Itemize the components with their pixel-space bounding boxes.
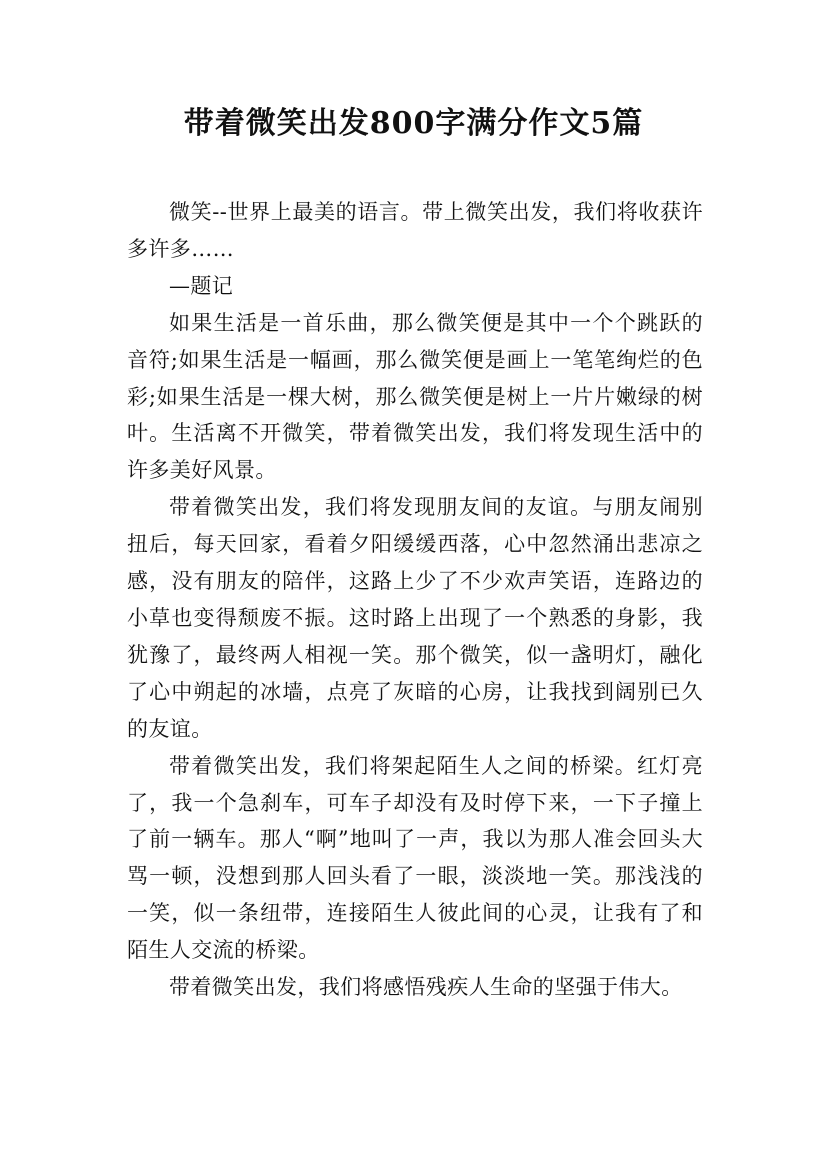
paragraph-intro: 微笑--世界上最美的语言。带上微笑出发，我们将收获许多许多……	[127, 200, 703, 261]
paragraph-epigraph-attribution: —题记	[169, 273, 234, 298]
document-title: 带着微笑出发800字满分作文5篇	[183, 106, 644, 141]
document-body	[127, 194, 703, 1006]
paragraph-2: 带着微笑出发，我们将发现朋友间的友谊。与朋友闹别扭后，每天回家，看着夕阳缓缓西落，心中忽然涌出悲凉之感，没有朋友的陪伴，这路上少了不少欢声笑语，连路边的小草也变得颓废不振。这时路上出现了一个熟悉的身影，我犹豫了，最终两人相视一笑。那个微笑，似一盏明灯，融化了心中朔起的冰墙，点亮了灰暗的心房，让我找到阔别已久的友谊。	[127, 495, 703, 741]
paragraph-4: 带着微笑出发，我们将感悟残疾人生命的坚强于伟大。	[169, 975, 683, 1000]
paragraph-1: 如果生活是一首乐曲，那么微笑便是其中一个个跳跃的音符;如果生活是一幅画，那么微笑便是画上一笔笔绚烂的色彩;如果生活是一棵大树，那么微笑便是树上一片片嫩绿的树叶。生活离不开微笑，带着微笑出发，我们将发现生活中的许多美好风景。	[127, 310, 703, 483]
paragraph-3: 带着微笑出发，我们将架起陌生人之间的桥梁。红灯亮了，我一个急刹车，可车子却没有及时停下来，一下子撞上了前一辆车。那人“啊”地叫了一声，我以为那人准会回头大骂一顿，没想到那人回头看了一眼，淡淡地一笑。那浅浅的一笑，似一条纽带，连接陌生人彼此间的心灵，让我有了和陌生人交流的桥梁。	[127, 753, 703, 963]
